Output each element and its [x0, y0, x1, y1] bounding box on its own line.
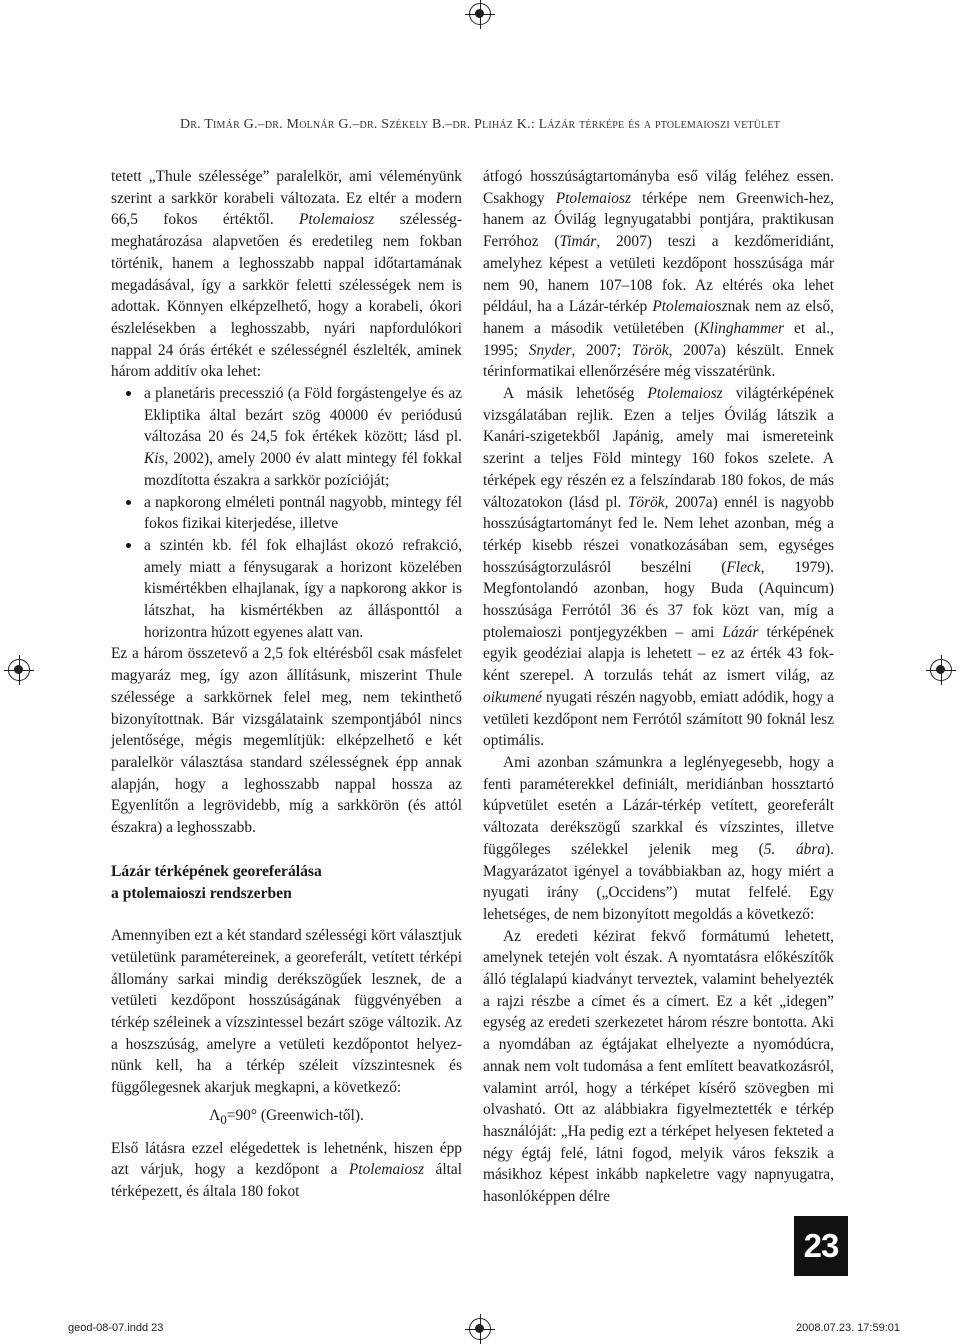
registration-mark-icon [469, 1318, 491, 1340]
list-item [111, 535, 462, 644]
list-item [111, 492, 462, 535]
citation-author: Török [627, 493, 665, 511]
formula-subscript: 0 [220, 1112, 227, 1127]
figure-reference: 5. ábra [763, 840, 826, 858]
formula-symbol: Λ [209, 1106, 221, 1124]
author-name: Ptolemaiosz [348, 1161, 425, 1179]
author-name: Ptolemaiosz [299, 211, 375, 229]
author-name: Lázár [722, 623, 759, 641]
list-item [111, 383, 462, 492]
author-name: Ptolemaiosz [555, 189, 631, 207]
left-column [111, 166, 462, 1203]
text: , 2007a) készült. Ennek térinformatikai ellenőrzésére még visszatérünk. [483, 341, 834, 381]
term: oikumené [483, 688, 542, 706]
section-heading [111, 861, 462, 904]
paragraph: Az eredeti kézirat fekvő formátumú lehetett, amelynek tetején volt észak. A nyomtatásra előkészítők álló téglalapú kiadványt terveztek, valamint behelyezték a rajzi részbe a címet és a címert. Ez a két „idegen” egység az eredeti szerkezetet három részre bontotta. Aki a nyomdában az égtájakat elhelyezte a nyomódúcra, annak nem volt tudomása a fent említett beavatkozásról, valamint arról, hogy a térképet kísérő szövegben mi olvasható. Ott az alábbiakra figyelmeztették e térkép használóját: „Ha pedig ezt a térképet helyesen fekteted a négy égtáj felé, látni fogod, melyik város fekszik a másikhoz képest inkább napkeletre vagy napnyugatra, hasonlóképpen délre [483, 927, 834, 1206]
paragraph [483, 166, 834, 383]
text: szélesség-meghatározása alapvetően és eredetileg nem fokban történik, hanem a leghosszabb nappal időtartamának megadásával, így a sarkkör feletti szélességek nem is adottak. Könnyen elképzelhető, hogy a korabeli, ókori észlelésekben a leghosszabb, nyári napfordulókori nappal 24 órás értékét e szélességnél észlelték, aminek három additív oka lehet: [111, 211, 462, 381]
footer-file-info: geod-08-07.indd 23 [68, 1322, 164, 1334]
formula-text: =90° (Greenwich-től). [226, 1106, 364, 1124]
citation-author: Fleck [726, 558, 761, 576]
registration-mark-icon [930, 659, 952, 681]
footer-timestamp: 2008.07.23. 17:59:01 [796, 1322, 900, 1334]
text: A másik lehetőség [503, 385, 648, 403]
citation-author: Kis [144, 450, 165, 468]
paragraph: Amennyiben ezt a két standard szélességi kört választjuk vetületünk paramétereinek, a georeferált, vetített térképi állomány sarkai mindig derékszögűek lesznek, de a vetületi kezdőpont hosszúságának függvényében a térkép széleinek a vízszintessel bezárt szöge változik. Az a hoszszúság, amelyre a vetületi kezdőpontot helyeznünk kell, ha a térkép széleit vízszintesnek és függőlegesnek akarjuk megkapni, a következő: [111, 927, 462, 1097]
bullet-list [111, 383, 462, 643]
text: ). Magyarázatot igényel a továbbiakban az, hogy miért a nyugati irány („Occidens”) mutat felfelé. Egy lehetséges, de nem bizonyított megoldás a következő: [483, 840, 835, 923]
text: világtérképének vizsgálatában rejlik. Ezen a teljes Óvilág látszik a Kanári-szigetekből Japánig, amely mai ismereteink szerint a teljes Föld mintegy 160 fokos szelete. A térképek egy részén ez a felszíndarab 180 fokos, de más változatokon (lásd pl. [483, 385, 834, 511]
running-head: Dr. Timár G.–dr. Molnár G.–dr. Székely B.–dr. Pliház K.: Lázár térképe és a ptolemaioszi vetület [179, 117, 781, 132]
formula [111, 1105, 462, 1132]
text: , 1979). Megfontolandó azonban, hogy Buda (Aquincum) hosszúsága Ferrótól 36 és 37 fok közt van, míg a ptolemaioszi pontjegyzékben – ami [483, 558, 834, 641]
registration-mark-icon [469, 3, 491, 25]
text: a szintén kb. fél fok elhajlást okozó refrakció, amely miatt a fénysugarak a horizont közelében kismértékben elhajlanak, így a napkorong akkor is látszhat, ha kismértékben az állásponttól a horizontra húzott egyenes alatt van. [144, 536, 462, 641]
text: a planetáris precesszió (a Föld forgástengelye és az Ekliptika által bezárt szög 40000 év periódusú változása 20 és 24,5 fok értékek között; lásd pl. [144, 385, 462, 446]
author-name: Ptolemaiosz [647, 385, 723, 403]
paragraph [483, 383, 834, 752]
text: által térképezett, és általa 180 fokot [111, 1161, 463, 1201]
citation-author: Klinghammer [699, 319, 784, 337]
text: , 2007a) ennél is nagyobb hosszúságtartományt fed le. Nem lehet azonban, még a térkép kisebb részei vonatkozásában sem, egységes hosszúságtorzulásról beszélni ( [483, 493, 834, 576]
text: , 2007; [571, 341, 632, 359]
text: nyugati részén nagyobb, emiatt adódik, hogy a vetületi kezdőpont nem Ferrótól számított 90 foknál lesz optimális. [483, 688, 834, 750]
paragraph [111, 166, 462, 383]
registration-mark-icon [8, 659, 30, 681]
text: átfogó hosszúságtartományba eső világ feléhez essen. Csakhogy [483, 168, 834, 207]
heading-line: Lázár térképének georeferálása [111, 862, 322, 880]
text: a napkorong elméleti pontnál nagyobb, mintegy fél fokos fizikai kiterjedése, illetve [144, 493, 462, 533]
paragraph [483, 752, 834, 926]
text: tetett „Thule szélessége” paralelkör, ami véleményünk szerint a sarkkör korabeli változata. Ez eltér a modern 66,5 fokos értéktől. [111, 168, 462, 229]
citation-author: Snyder [528, 341, 572, 359]
text: , 2002), amely 2000 év alatt mintegy fél fokkal mozdította északra a sarkkör pozícióját; [144, 450, 462, 489]
text: , 2007) teszi a kezdőmeridiánt, amelyhez képest a vetületi kezdőpont hosszúsága már nem 90, hanem 107–108 fok. Az eltérés oka lehet például, ha a Lázár-térkép [483, 233, 834, 316]
text: térképe nem Greenwich-hez, hanem az Óvilág legnyugatabbi pontjára, praktikusan Ferróhoz ( [483, 189, 834, 251]
text: térképének egyik geodéziai alapja is lehetett – ez az érték 43 fokként szerepel. A torzulás tehát az ismert világ, az [483, 623, 835, 685]
heading-line: a ptolemaioszi rendszerben [111, 884, 292, 902]
text: nak nem az első, hanem a második vetületében ( [483, 298, 834, 337]
text: et al., 1995; [483, 319, 834, 359]
right-column [483, 166, 834, 1208]
text: Első látásra ezzel elégedettek is lehetnénk, hiszen épp azt várjuk, hogy a kezdőpont a [111, 1139, 462, 1179]
citation-author: Timár [559, 233, 597, 251]
paragraph: Ez a három összetevő a 2,5 fok eltérésből csak másfelet magyaráz meg, így azon állításunk, miszerint Thule szélessége a sarkkörnek felel meg, nem tekinthető bizonyítottnak. Bár vizsgálataink szempontjából nincs jelentősége, mégis megemlítjük: elképzelhető e két paralelkör választása standard szélességnek épp annak alapján, hogy a leghosszabb nappal hossza az Egyenlítőn a legrövidebb, míg a sarkkörön (és attól északra) a leghosszabb. [111, 645, 462, 837]
citation-author: Török [631, 341, 669, 359]
text: Ami azonban számunkra a leglényegesebb, hogy a fenti paraméterekkel definiált, meridiánban hossztartó kúpvetület esetén a Lázár-térkép vetített, georeferált változata derékszögű szarkkal és vízszintes, illetve függőleges szélekkel jelenik meg ( [483, 753, 834, 858]
paragraph [111, 1138, 462, 1203]
page-number: 23 [794, 1216, 848, 1276]
author-name: Ptolemaiosz [652, 298, 728, 316]
